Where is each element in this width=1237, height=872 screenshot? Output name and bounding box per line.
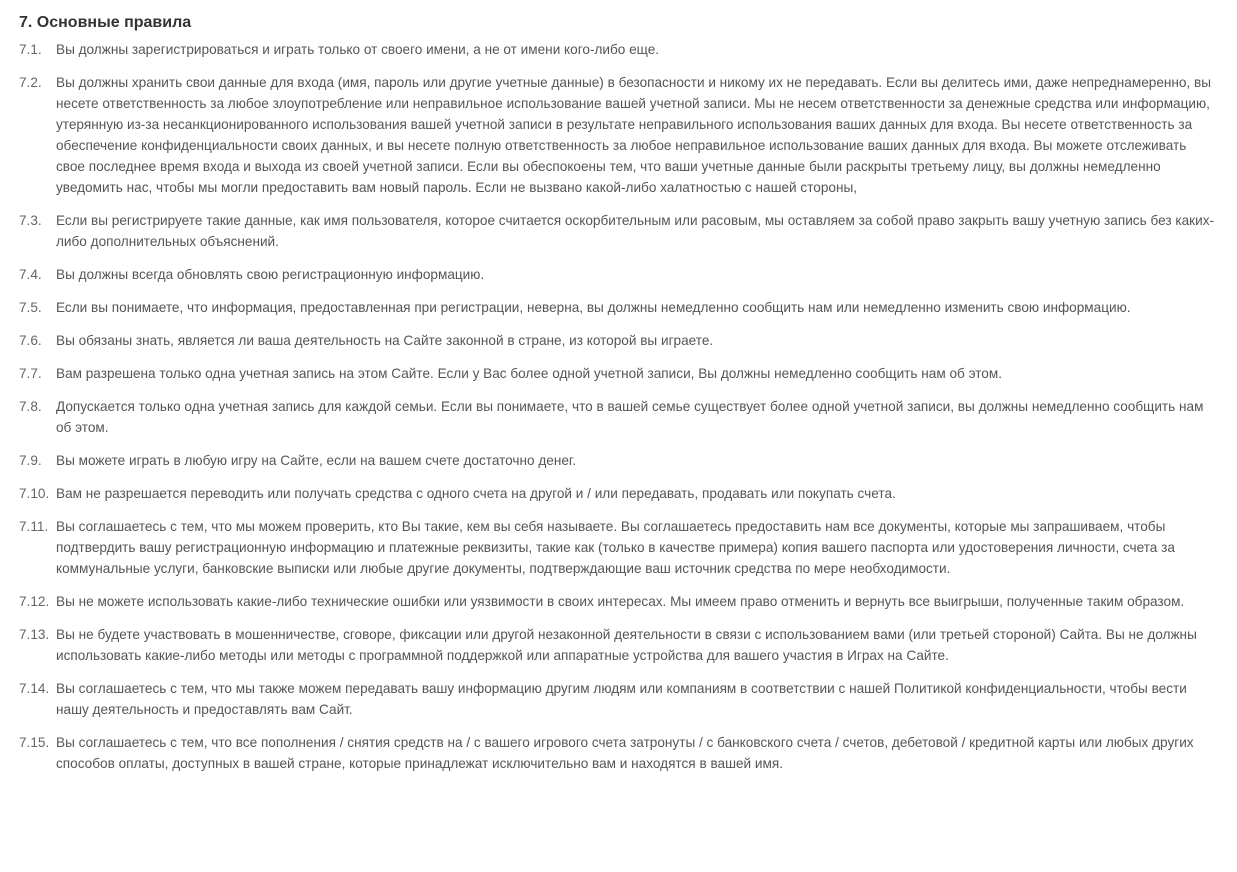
rule-number: 7.6. [19,333,42,348]
rule-text: Вы соглашаетесь с тем, что мы также можем передавать вашу информацию другим людям или компаниям в соответствии с нашей Политикой конфиденциальности, чтобы вести нашу деятельность и предоставлять вам Сайт. [56,681,1187,717]
rule-text: Вы обязаны знать, является ли ваша деятельность на Сайте законной в стране, из которой вы играете. [56,333,714,348]
rule-text: Вам не разрешается переводить или получать средства с одного счета на другой и / или передавать, продавать или покупать счета. [56,486,896,501]
rule-7-1 [19,39,1217,60]
rule-7-13 [19,624,1217,666]
rule-number: 7.11. [19,519,49,534]
rule-7-10 [19,483,1217,504]
rule-text: Допускается только одна учетная запись для каждой семьи. Если вы понимаете, что в вашей семье существует более одной учетной записи, вы должны немедленно сообщить нам об этом. [56,399,1204,435]
rule-text: Вам разрешена только одна учетная запись на этом Сайте. Если у Вас более одной учетной записи, Вы должны немедленно сообщить нам об этом. [56,366,1002,381]
rule-7-3 [19,210,1217,252]
rule-text: Вы можете играть в любую игру на Сайте, если на вашем счете достаточно денег. [56,453,576,468]
rule-text: Вы должны зарегистрироваться и играть только от своего имени, а не от имени кого-либо еще. [56,42,660,57]
rule-7-8 [19,396,1217,438]
rule-number: 7.13. [19,627,50,642]
rule-7-9 [19,450,1217,471]
rule-number: 7.5. [19,300,42,315]
rule-7-2 [19,72,1217,198]
rule-number: 7.9. [19,453,42,468]
rule-7-12 [19,591,1217,612]
rule-text: Вы не можете использовать какие-либо технические ошибки или уязвимости в своих интересах. Мы имеем право отменить и вернуть все выигрыши, полученные таким образом. [56,594,1185,609]
rule-text: Если вы регистрируете такие данные, как имя пользователя, которое считается оскорбительным или расовым, мы оставляем за собой право закрыть вашу учетную запись без каких-либо дополнительных объяснений. [56,213,1215,249]
section-title: 7. Основные правила [19,14,192,31]
rule-text: Если вы понимаете, что информация, предоставленная при регистрации, неверна, вы должны немедленно сообщить нам или немедленно изменить свою информацию. [56,300,1131,315]
rule-7-7 [19,363,1217,384]
rule-7-14 [19,678,1217,720]
rule-7-6 [19,330,1217,351]
rule-7-4 [19,264,1217,285]
rule-7-15 [19,732,1217,774]
rule-number: 7.3. [19,213,42,228]
rule-number: 7.8. [19,399,42,414]
rule-7-11 [19,516,1217,579]
rule-text: Вы должны хранить свои данные для входа (имя, пароль или другие учетные данные) в безопасности и никому их не передавать. Если вы делитесь ими, даже непреднамеренно, вы несете ответственность за любое злоупотребление или неправильное использование вашей учетной записи. Мы не несем ответственности за денежные средства или информацию, утерянную из-за несанкционированного использования вашей учетной записи в результате неправильного использования ваших данных для входа. Вы несете ответственность за обеспечение конфиденциальности своих данных, и вы несете полную ответственность за любое неправильное использование ваших данных для входа. Вы можете отслеживать свое последнее время входа и выхода из своей учетной записи. Если вы обеспокоены тем, что ваши учетные данные были раскрыты третьему лицу, вы должны немедленно уведомить нас, чтобы мы могли предоставить вам новый пароль. Если не вызвано какой-либо халатностью с нашей стороны, [56,75,1211,195]
rule-number: 7.4. [19,267,42,282]
rule-number: 7.1. [19,42,42,57]
rules-list [19,39,1217,774]
rule-text: Вы не будете участвовать в мошенничестве, сговоре, фиксации или другой незаконной деятельности в связи с использованием вами (или третьей стороной) Сайта. Вы не должны использовать какие-либо методы или методы с программной поддержкой или аппаратные устройства для вашего участия в Играх на Сайте. [56,627,1197,663]
rule-text: Вы должны всегда обновлять свою регистрационную информацию. [56,267,485,282]
rule-text: Вы соглашаетесь с тем, что мы можем проверить, кто Вы такие, кем вы себя называете. Вы соглашаетесь предоставить нам все документы, которые мы запрашиваем, чтобы подтвердить вашу регистрационную информацию и платежные реквизиты, такие как (только в качестве примера) копия вашего паспорта или удостоверения личности, счета за коммунальные услуги, банковские выписки или любые другие документы, подтверждающие ваш источник средства по мере необходимости. [56,519,1175,576]
rule-number: 7.14. [19,681,50,696]
rule-number: 7.15. [19,735,50,750]
rule-number: 7.7. [19,366,42,381]
rule-text: Вы соглашаетесь с тем, что все пополнения / снятия средств на / с вашего игрового счета затронуты / с банковского счета / счетов, дебетовой / кредитной карты или любых других способов оплаты, доступных в вашей стране, которые принадлежат исключительно вам и находятся в вашей имя. [56,735,1194,771]
rule-number: 7.2. [19,75,42,90]
rule-number: 7.12. [19,594,50,609]
rule-7-5 [19,297,1217,318]
rule-number: 7.10. [19,486,50,501]
